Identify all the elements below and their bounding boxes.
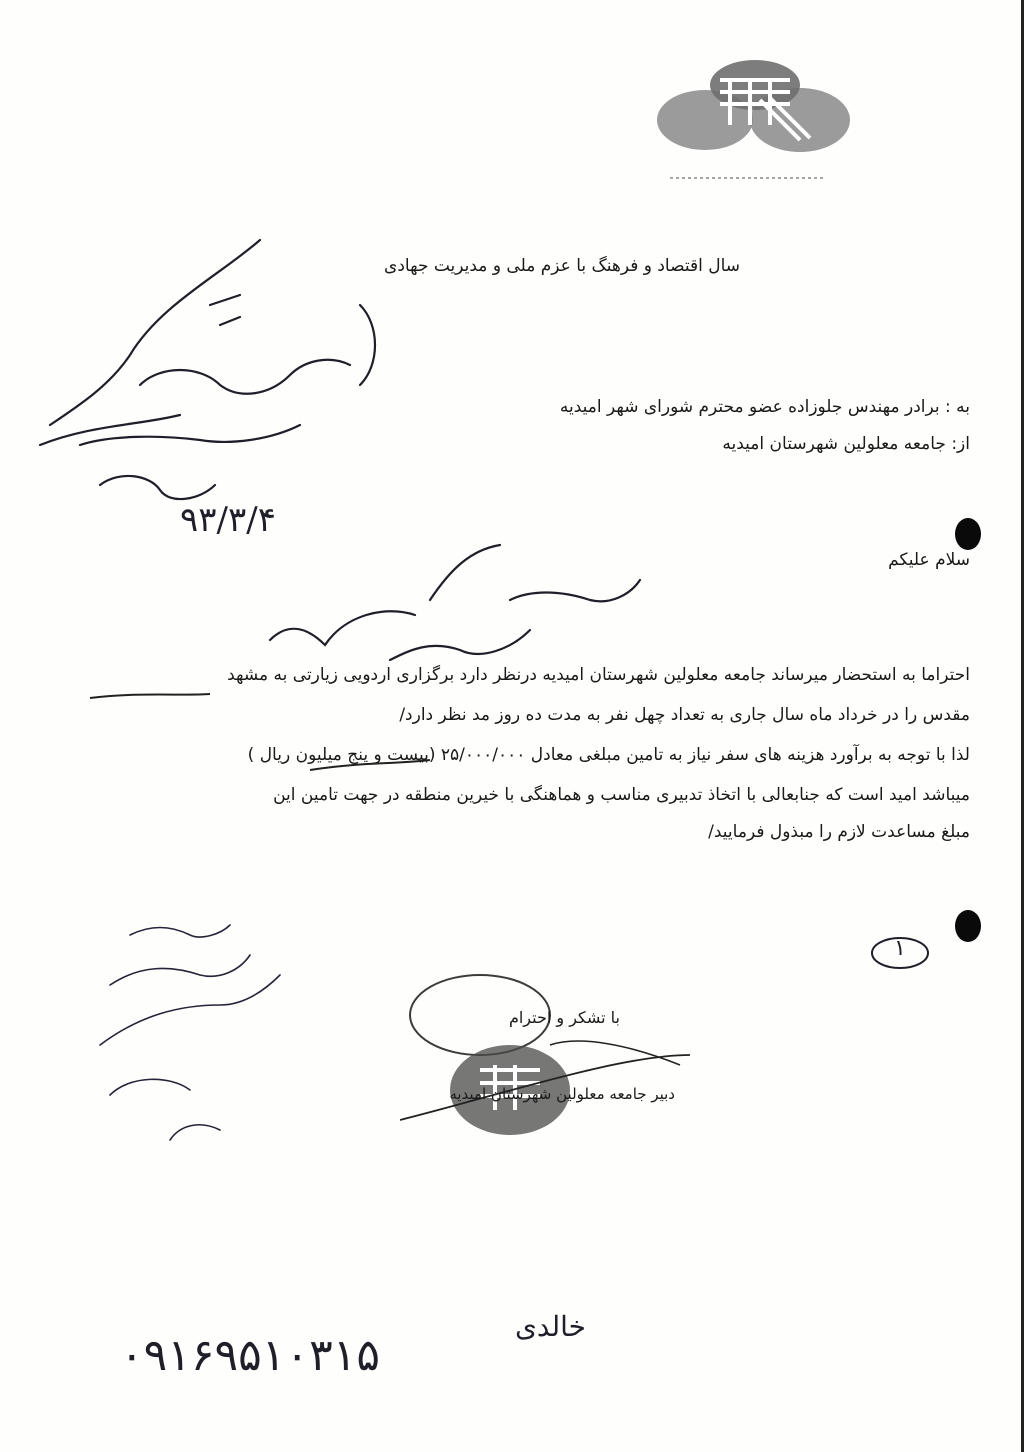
handwritten-amount-note [250, 540, 670, 680]
official-stamp [400, 955, 710, 1145]
body-line-5: مبلغ مساعدت لازم را مبذول فرمایید/ [708, 822, 970, 842]
sender-line: از: جامعه معلولین شهرستان امیدیه [722, 434, 970, 454]
body-line-1: احتراما به استحضار میرساند جامعه معلولین شهرستان امیدیه درنظر دارد برگزاری اردویی زیارتی به مشهد [227, 665, 970, 685]
handwritten-referral-note [20, 235, 440, 545]
recipient-line: به : برادر مهندس جلوزاده عضو محترم شورای شهر امیدیه [559, 397, 970, 417]
handwritten-name: خالدی [515, 1310, 586, 1343]
signer-title: دبیر جامعه معلولین شهرستان امیدیه [449, 1085, 675, 1103]
organization-logo [650, 40, 860, 190]
body-line-4: میباشد امید است که جنابعالی با اتخاذ تدبیری مناسب و هماهنگی با خیرین منطقه در جهت تامین این [273, 785, 970, 805]
punch-hole-bottom [955, 910, 981, 942]
body-line-2: مقدس را در خرداد ماه سال جاری به تعداد چهل نفر به مدت ده روز مد نظر دارد/ [399, 705, 970, 725]
handwritten-phone: ۰۹۱۶۹۵۱۰۳۱۵ [120, 1330, 380, 1381]
handwritten-date: ۹۳/۳/۴ [180, 500, 276, 540]
greeting: سلام علیکم [888, 550, 970, 570]
page-mark-number: ۱ [894, 936, 906, 961]
closing-text: با تشکر و احترام [508, 1008, 620, 1027]
handwritten-lower-note [90, 905, 300, 1155]
punch-hole-top [955, 518, 981, 550]
underline-marks [80, 690, 980, 810]
body-line-3: لذا با توجه به برآورد هزینه های سفر نیاز به تامین مبلغی معادل ۲۵/۰۰۰/۰۰۰ (بیست و پنج میلیون ریال ) [247, 745, 970, 765]
year-slogan: سال اقتصاد و فرهنگ با عزم ملی و مدیریت جهادی [384, 256, 740, 276]
